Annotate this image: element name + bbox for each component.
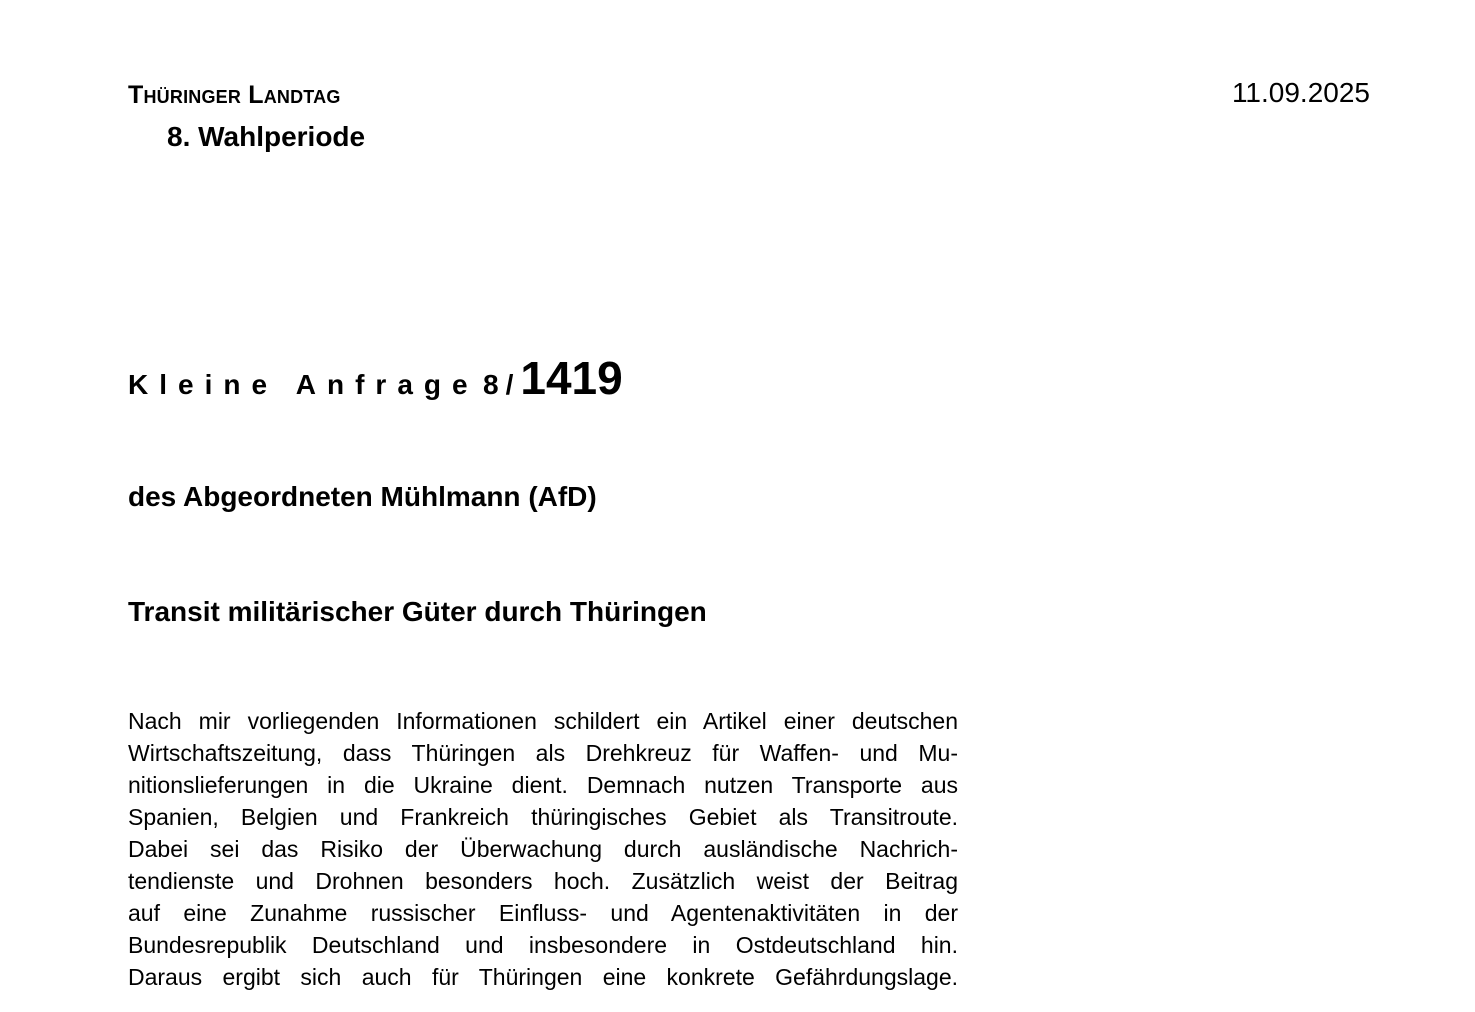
document-type-line (128, 348, 623, 420)
body-paragraph (128, 705, 958, 993)
institution-name: Thüringer Landtag (128, 81, 341, 109)
document-period-prefix: 8/ (483, 369, 521, 400)
document-date: 11.09.2025 (1231, 77, 1370, 108)
body-line: auf eine Zunahme russischer Einfluss- und Agentenaktivitäten in der (128, 900, 958, 926)
body-line: Dabei sei das Risiko der Überwachung durch ausländische Nachrich- (128, 836, 958, 862)
body-line: Nach mir vorliegenden Informationen schildert ein Artikel einer deutschen (128, 708, 958, 734)
document-subject: Transit militärischer Güter durch Thüringen (128, 596, 707, 627)
author-line: des Abgeordneten Mühlmann (AfD) (128, 481, 597, 512)
legislative-period: 8. Wahlperiode (167, 121, 366, 152)
body-line: Daraus ergibt sich auch für Thüringen eine konkrete Gefährdungslage. (128, 964, 958, 990)
body-line: Spanien, Belgien und Frankreich thüringisches Gebiet als Transitroute. (128, 804, 958, 830)
body-line: Wirtschaftszeitung, dass Thüringen als Drehkreuz für Waffen- und Mu- (128, 740, 958, 766)
body-line: nitionslieferungen in die Ukraine dient. Demnach nutzen Transporte aus (128, 772, 958, 798)
body-line: Bundesrepublik Deutschland und insbesondere in Ostdeutschland hin. (128, 932, 958, 958)
body-line: tendienste und Drohnen besonders hoch. Zusätzlich weist der Beitrag (128, 868, 958, 894)
document-number: 1419 (520, 352, 623, 404)
document-type-label: Kleine Anfrage (128, 369, 479, 400)
